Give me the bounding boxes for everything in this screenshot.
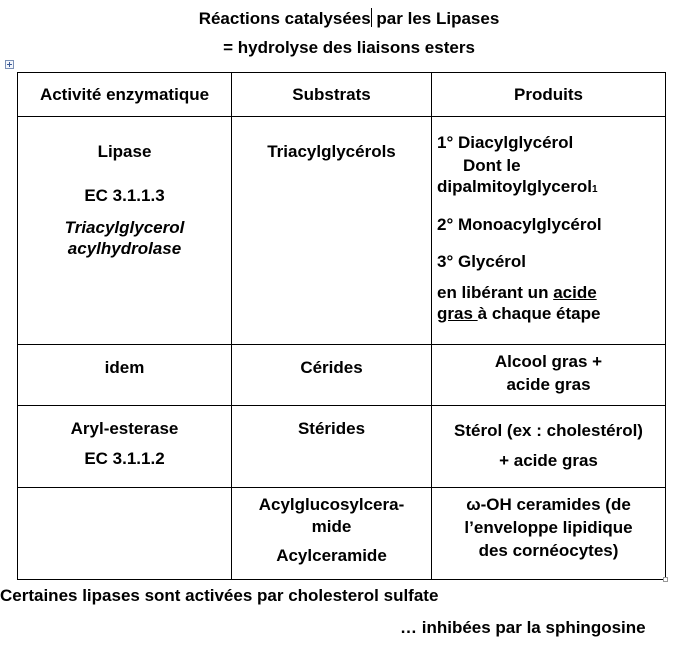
table-row xyxy=(18,345,666,406)
row1-product-5: 3° Glycérol xyxy=(437,252,527,271)
row3-enzyme: Aryl-esterase xyxy=(70,419,179,438)
row1-products-cell xyxy=(432,117,666,345)
title-text-part-1: Réactions catalysées xyxy=(198,9,371,28)
row4-product-2: l’enveloppe lipidique xyxy=(464,518,633,537)
row1-enzyme: Lipase xyxy=(97,142,152,161)
row1-product-3-text: dipalmitoylglycerol xyxy=(437,177,592,196)
row4-product-1: ω-OH ceramides (de xyxy=(466,495,631,514)
row4-enzyme-cell xyxy=(18,488,232,580)
row1-product-4: 2° Monoacylglycérol xyxy=(437,215,602,234)
table-move-handle-icon[interactable] xyxy=(5,60,14,69)
title-line-1 xyxy=(0,8,698,29)
row1-product-7-text: à chaque étape xyxy=(477,304,601,323)
row1-product-1: 1° Diacylglycérol xyxy=(437,133,574,152)
reactions-table xyxy=(17,72,666,580)
row4-product-3: des cornéocytes) xyxy=(478,541,619,560)
header-produits: Produits xyxy=(432,73,666,117)
row2-enzyme-cell xyxy=(18,345,232,406)
row2-substrate-cell xyxy=(232,345,432,406)
row4-products-cell xyxy=(432,488,666,580)
row1-product-6-text: en libérant un xyxy=(437,283,554,302)
row3-substrate-cell xyxy=(232,406,432,488)
row4-substrate-1: Acylglucosylcera- xyxy=(258,495,405,514)
row2-products-cell xyxy=(432,345,666,406)
row1-product-3 xyxy=(437,176,665,200)
row3-products-cell xyxy=(432,406,666,488)
row1-product-7 xyxy=(437,303,665,324)
row3-product-2: + acide gras xyxy=(499,451,598,470)
row1-product-3-note: 1 xyxy=(591,184,598,195)
row1-ec: EC 3.1.1.3 xyxy=(84,186,165,205)
header-substrats: Substrats xyxy=(232,73,432,117)
header-activite: Activité enzymatique xyxy=(18,73,232,117)
row1-product-6-underlined: acide xyxy=(553,283,597,302)
row4-substrate-3: Acylceramide xyxy=(276,546,387,565)
table-header-row xyxy=(18,73,666,117)
row1-systematic-1: Triacylglycerol xyxy=(64,218,185,237)
footer-line-2: … inhibées par la sphingosine xyxy=(400,618,646,637)
table-row xyxy=(18,406,666,488)
row1-product-7-underlined: gras xyxy=(437,304,478,323)
row3-ec: EC 3.1.1.2 xyxy=(84,449,165,468)
table-row xyxy=(18,117,666,345)
row1-substrate-cell xyxy=(232,117,432,345)
table-row xyxy=(18,488,666,580)
row3-product-1: Stérol (ex : cholestérol) xyxy=(454,421,643,440)
row2-product-1: Alcool gras + xyxy=(494,352,603,371)
row1-product-6 xyxy=(437,282,665,303)
row1-product-2: Dont le xyxy=(463,156,521,175)
row1-systematic-2: acylhydrolase xyxy=(67,239,182,258)
row1-substrate: Triacylglycérols xyxy=(267,142,396,161)
row2-product-2: acide gras xyxy=(506,375,591,394)
table-resize-handle[interactable] xyxy=(663,577,668,582)
title-text-part-2: par les Lipases xyxy=(371,9,500,28)
row3-enzyme-cell xyxy=(18,406,232,488)
row4-substrate-cell xyxy=(232,488,432,580)
row1-enzyme-cell xyxy=(18,117,232,345)
footer-line-1: Certaines lipases sont activées par cholesterol sulfate xyxy=(0,586,439,605)
row4-substrate-2: mide xyxy=(311,517,352,536)
title-line-2: = hydrolyse des liaisons esters xyxy=(223,38,475,57)
row3-substrate: Stérides xyxy=(297,419,366,438)
row2-substrate: Cérides xyxy=(300,358,363,377)
row2-enzyme: idem xyxy=(104,358,145,377)
